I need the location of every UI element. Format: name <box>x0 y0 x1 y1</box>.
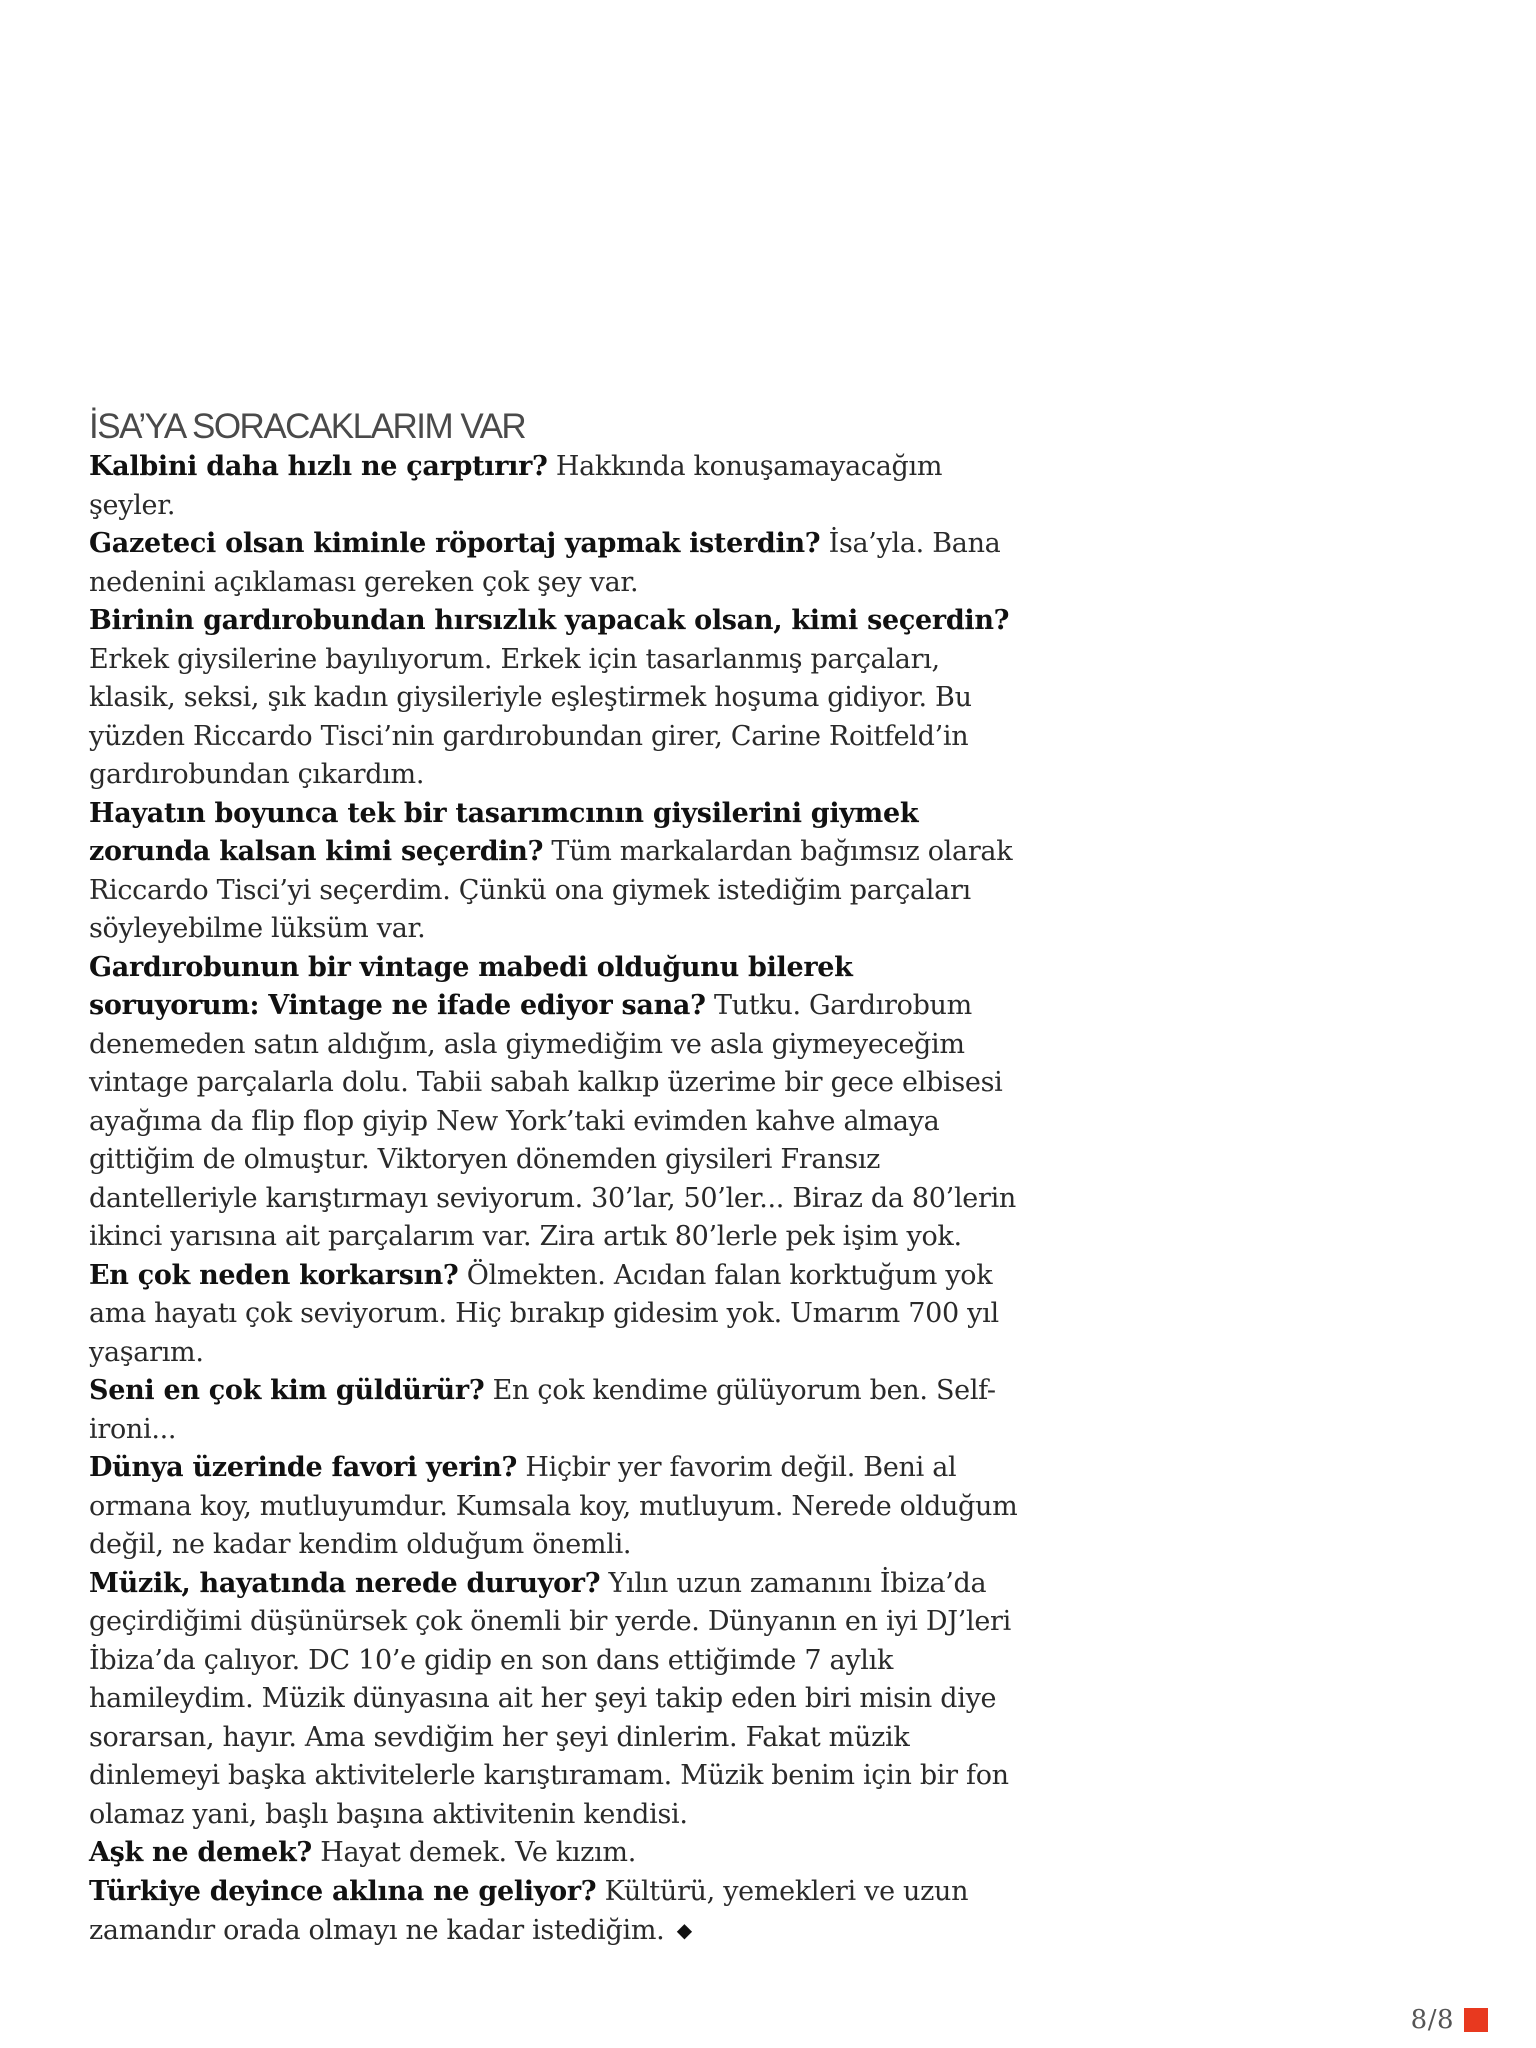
answer: Kültürü, yemekleri ve uzun zamandır orada olmayı ne kadar istediğim. <box>89 1875 969 1946</box>
question: Seni en çok kim güldürür? <box>89 1375 485 1406</box>
question: Dünya üzerinde favori yerin? <box>89 1452 518 1483</box>
answer: En çok kendime gülüyorum ben. Self-ironi... <box>89 1375 996 1445</box>
qa-item <box>89 525 1019 602</box>
question: Kalbini daha hızlı ne çarptırır? <box>89 451 548 482</box>
qa-item <box>89 448 1019 525</box>
question: Türkiye deyince aklına ne geliyor? <box>89 1875 597 1907</box>
qa-item <box>89 602 1019 795</box>
page-indicator <box>1411 2005 1488 2035</box>
question: Birinin gardırobundan hırsızlık yapacak olsan, kimi seçerdin? <box>89 605 1010 636</box>
answer: İsa’yla. Bana nedenini açıklaması gereken çok şey var. <box>89 528 1001 598</box>
section-heading: İSA’YA SORACAKLARIM VAR <box>89 407 526 446</box>
question: Müzik, hayatında nerede duruyor? <box>89 1567 601 1599</box>
qa-item <box>89 1834 1019 1873</box>
qa-item <box>89 949 1019 1257</box>
answer: Tutku. Gardırobum denemeden satın aldığım, asla giymediğim ve asla giymeyeceğim vintage parçalarla dolu. Tabii sabah kalkıp üzerime bir gece elbisesi ayağıma da flip flop giyip New York’taki evimden kahve almaya gittiğim de olmuştur. Viktoryen dönemden giysileri Fransız dantelleriyle karıştırmayı seviyorum. 30’lar, 50’ler... Biraz da 80’lerin ikinci yarısına ait parçalarım var. Zira artık 80’lerle pek işim yok. <box>89 990 1016 1252</box>
answer: Yılın uzun zamanını İbiza’da geçirdiğimi düşünürsek çok önemli bir yerde. Dünyanın en iyi DJ’leri İbiza’da çalıyor. DC 10’e gidip en son dans ettiğimde 7 aylık hamileydim. Müzik dünyasına ait her şeyi takip eden biri misin diye sorarsan, hayır. Ama sevdiğim her şeyi dinlerim. Fakat müzik dinlemeyi başka aktivitelerle karıştıramam. Müzik benim için bir fon olamaz yani, başlı başına aktivitenin kendisi. <box>89 1567 1011 1830</box>
page-number: 8/8 <box>1410 2005 1454 2035</box>
accent-square-icon <box>1464 2008 1488 2032</box>
question: Gazeteci olsan kiminle röportaj yapmak isterdin? <box>89 528 821 559</box>
question: Gardırobunun bir vintage mabedi olduğunu bilerek soruyorum: Vintage ne ifade ediyor sana? <box>89 951 853 1021</box>
qa-item <box>89 1565 1019 1835</box>
qa-item <box>89 1257 1019 1373</box>
article-body <box>89 408 1019 1951</box>
qa-item <box>89 1372 1019 1449</box>
answer: Hiçbir yer favorim değil. Beni al ormana koy, mutluyumdur. Kumsala koy, mutluyum. Nerede olduğum değil, ne kadar kendim olduğum önemli. <box>89 1452 1018 1560</box>
answer: Erkek giysilerine bayılıyorum. Erkek için tasarlanmış parçaları, klasik, seksi, şık kadın giysileriyle eşleştirmek hoşuma gidiyor. Bu yüzden Riccardo Tisci’nin gardırobundan girer, Carine Roitfeld’in gardırobundan çıkardım. <box>89 643 972 790</box>
question: Hayatın boyunca tek bir tasarımcının giysilerini giymek zorunda kalsan kimi seçerdin? <box>89 797 919 867</box>
answer: Ölmekten. Acıdan falan korktuğum yok ama hayatı çok seviyorum. Hiç bırakıp gidesim yok. Umarım 700 yıl yaşarım. <box>89 1259 999 1368</box>
answer: Hayat demek. Ve kızım. <box>320 1837 637 1868</box>
end-diamond-icon: ◆ <box>676 1918 692 1942</box>
qa-item <box>89 1449 1019 1565</box>
qa-item <box>89 1873 1019 1951</box>
answer: Tüm markalardan bağımsız olarak Riccardo Tisci’yi seçerdim. Çünkü ona giymek istediğim parçaları söyleyebilme lüksüm var. <box>89 836 1013 944</box>
qa-item <box>89 795 1019 949</box>
question: En çok neden korkarsın? <box>89 1259 459 1291</box>
answer: Hakkında konuşamayacağım şeyler. <box>89 451 943 521</box>
question: Aşk ne demek? <box>89 1837 312 1868</box>
